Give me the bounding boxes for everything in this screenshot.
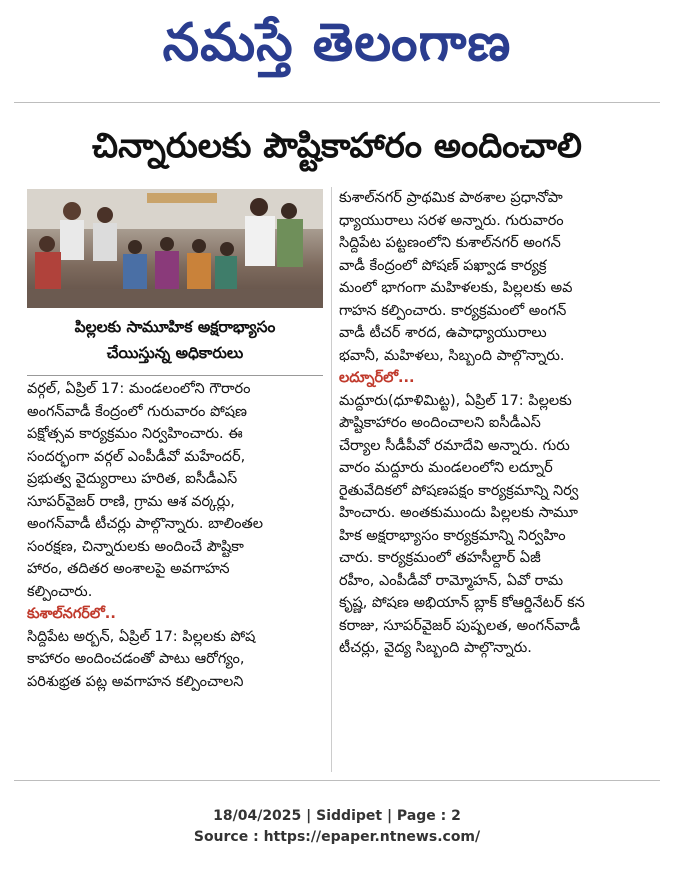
article-text-line: హించారు. అంతకుముందు పిల్లలకు సామూ xyxy=(339,505,578,521)
masthead-title: నమస్తే తెలంగాణ xyxy=(162,13,512,73)
article-column-left xyxy=(27,378,327,693)
article-text-line: కరాజు, సూపర్‌వైజర్ పుష్పలత, అంగన్‌వాడీ xyxy=(339,617,581,634)
article-text-line: రైతువేదికలో పోషణపక్షం కార్యక్రమాన్ని నిర్వ xyxy=(339,482,579,499)
article-text-line: సిద్దిపేట పట్టణంలోని కుశాల్‌నగర్ అంగన్ xyxy=(339,235,561,251)
article-text-line: కుశాల్‌నగర్ ప్రాథమిక పాఠశాల ప్రధానోపా xyxy=(339,190,563,206)
article-headline: చిన్నారులకు పౌష్టికాహారం అందించాలి xyxy=(92,126,582,166)
caption-divider xyxy=(27,375,323,376)
caption-line: చేయిస్తున్న అధికారులు xyxy=(106,344,244,362)
article-text-line: భవానీ, మహిళలు, సిబ్బంది పాల్గొన్నారు. xyxy=(339,347,565,364)
article-text-line: మంలో భాగంగా మహిళలకు, పిల్లలకు అవ xyxy=(339,280,573,296)
article-text-line: వర్గల్, ఏప్రిల్ 17: మండలంలోని గౌరారం xyxy=(27,381,251,397)
article-text-line: గాహన కల్పించారు. కార్యక్రమంలో అంగన్ xyxy=(339,302,567,319)
article-text-line: వారం మద్దూరు మండలంలోని లద్నూర్ xyxy=(339,460,553,476)
article-text-line: పక్షోత్సవ కార్యక్రమం నిర్వహించారు. ఈ xyxy=(27,426,243,442)
article-text-line: అంగన్‌వాడీ కేంద్రంలో గురువారం పోషణ xyxy=(27,403,247,420)
article-photo xyxy=(27,189,323,308)
article-text-line: హిక అక్షరాభ్యాసం కార్యక్రమాన్ని నిర్వహిం xyxy=(339,527,566,544)
caption-line: పిల్లలకు సామూహిక అక్షరాభ్యాసం xyxy=(74,318,276,336)
article-text-line: అంగన్‌వాడీ టీచర్లు పాల్గొన్నారు. బాలింతల xyxy=(27,516,264,532)
article-text-line: వాడీ కేంద్రంలో పోషణ్ పఖ్వాడ కార్యక్ర xyxy=(339,257,547,274)
section-subhead: లద్నూర్‌లో... xyxy=(339,370,415,386)
photo-caption xyxy=(27,314,323,366)
article-text-line: సిద్దిపేట అర్బన్, ఏప్రిల్ 17: పిల్లలకు పోష xyxy=(27,628,256,645)
article-text-line: కృష్ణ, పోషణ అభియాన్ బ్లాక్ కోఆర్డినేటర్ కన xyxy=(339,595,585,611)
bottom-divider xyxy=(14,780,660,781)
article-text-line: సందర్భంగా వర్గల్ ఎంపీడీవో మహేందర్, xyxy=(27,448,246,465)
article-text-line: కాహారం అందించడంతో పాటు ఆరోగ్యం, xyxy=(27,651,245,667)
article-column-right xyxy=(339,187,659,660)
article-text-line: సూపర్‌వైజర్ రాణి, గ్రామ ఆశ వర్కర్లు, xyxy=(27,493,235,510)
article-text-line: పౌష్టికాహారం అందించాలని ఐసీడీఎస్ xyxy=(339,415,541,431)
article-text-line: ప్రభుత్వ వైద్యురాలు హరిత, ఐసీడీఎస్ xyxy=(27,471,238,487)
article-text-line: చారు. కార్యక్రమంలో తహసీల్దార్ ఏజీ xyxy=(339,550,541,566)
footer-source: Source : https://epaper.ntnews.com/ xyxy=(193,829,481,845)
article-text-line: హారం, తదితర అంశాలపై అవగాహన xyxy=(27,561,230,577)
footer-dateline: 18/04/2025 | Siddipet | Page : 2 xyxy=(213,808,461,824)
article-text-line: కల్పించారు. xyxy=(27,583,93,600)
article-text-line: వాడీ టీచర్ శారద, ఉపాధ్యాయురాలు xyxy=(339,325,547,341)
article-text-line: సంరక్షణ, చిన్నారులకు అందించే పౌష్టికా xyxy=(27,538,244,555)
article-text-line: ధ్యాయురాలు సరళ అన్నారు. గురువారం xyxy=(339,212,564,229)
article-text-line: చేర్యాల సీడీపీవో రమాదేవి అన్నారు. గురు xyxy=(339,437,570,454)
section-subhead: కుశాల్‌నగర్‌లో.. xyxy=(27,606,116,622)
article-text-line: మద్దూరు(ధూళిమిట్ట), ఏప్రిల్ 17: పిల్లలకు xyxy=(339,392,572,409)
column-divider xyxy=(331,187,332,772)
article-text-line: రహీం, ఎంపీడీవో రామ్మోహన్, ఏవో రామ xyxy=(339,572,564,589)
article-text-line: టీచర్లు, వైద్య సిబ్బంది పాల్గొన్నారు. xyxy=(339,640,532,656)
top-divider xyxy=(14,102,660,103)
article-text-line: పరిశుభ్రత పట్ల అవగాహన కల్పించాలని xyxy=(27,673,244,690)
